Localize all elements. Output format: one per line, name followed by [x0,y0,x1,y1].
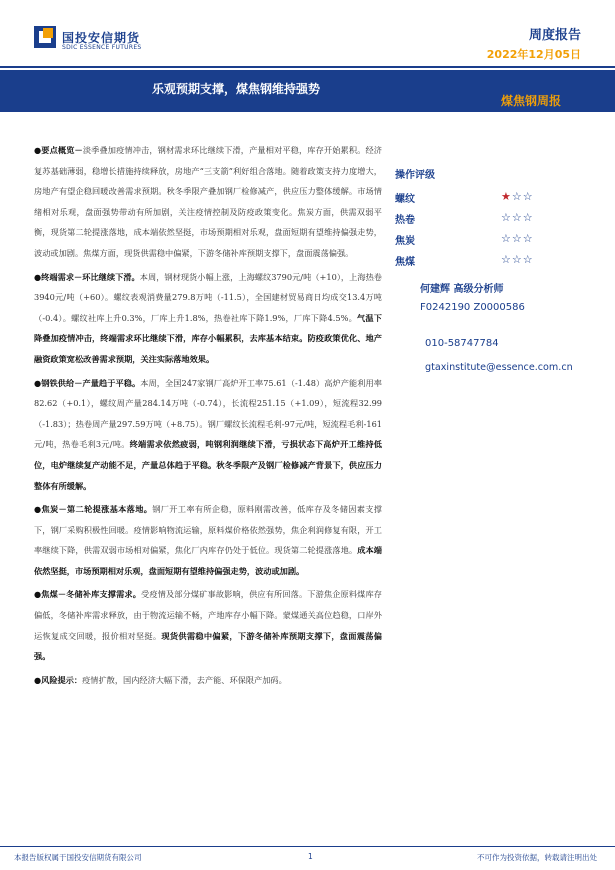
demand-paragraph [34,267,382,370]
coking-coal-paragraph [34,584,382,666]
risk-lead: ●风险提示： [34,674,83,685]
supply-paragraph [34,373,382,497]
brand-name-en: SDIC ESSENCE FUTURES [62,44,142,51]
footer-disclaimer: 不可作为投资依据，转载请注明出处 [477,853,597,862]
supply-lead: ●钢铁供给－产量趋于平稳。 [34,377,141,388]
rating-name: 螺纹 [395,194,415,205]
coke-paragraph [34,499,382,581]
footer-divider [0,846,615,847]
analyst-name: 何建辉 高级分析师 [420,284,504,295]
summary-text: 淡季叠加疫情冲击，钢材需求环比继续下滑，产量相对平稳，库存开始累积。经济复苏基础薄弱，稳增长措施持续释放，房地产“三支箭”利好组合落地。随着政策支持力度增大，房地产有望企稳回暖改善需求预期。秋冬季限产叠加钢厂检修减产，供应压力整体缓解。市场情绪相对乐观，盘面强势带动有所加剧，关注疫情控制及防疫政策变化。焦炭方面，供需双弱平衡，现货第二轮提涨落地，成本端依然坚挺，市场预期相对乐观，盘面短期有望维持偏强走势，波动或加剧。焦煤方面，现货供需稳中偏紧，下游冬储补库预期支撑下，盘面震荡偏强。 [34,145,382,258]
company-logo [34,26,56,48]
rating-row-coke [395,232,575,247]
star-rating-icon: ☆☆☆ [501,232,534,245]
header-divider [0,66,615,68]
coking-coal-conclusion: 现货供需稳中偏紧，下游冬储补库预期支撑下，盘面震荡偏强。 [34,630,382,662]
report-category: 煤焦钢周报 [500,94,561,108]
supply-text: 本周，全国247家钢厂高炉开工率75.61（-1.48）高炉产能利用率82.62（+0.1），螺纹周产量284.14万吨（-0.74），长流程251.15（+1.09），短流程32.99（-1.83）；热卷周产量297.59万吨（+8.75）。钢厂螺纹长流程毛利-97元/吨，短流程毛利-161元/吨，热卷毛利3元/吨。 [34,377,382,450]
star-rating-icon: ☆☆☆ [501,211,534,224]
report-body [34,140,382,693]
report-type: 周度报告 [528,28,581,43]
report-title: 乐观预期支撑，煤焦钢维持强势 [152,82,321,96]
coking-coal-lead: ●焦煤－冬储补库支撑需求。 [34,589,142,600]
demand-lead: ●终端需求－环比继续下滑。 [34,271,140,282]
analyst-phone: 010-58747784 [425,338,499,349]
rating-row-rebar [395,190,575,205]
star-rating-icon: ★☆☆ [501,190,534,203]
rating-name: 焦煤 [395,257,415,268]
risk-paragraph [34,670,382,691]
rating-title: 操作评级 [395,170,435,181]
footer-copyright: 本报告版权属于国投安信期货有限公司 [14,853,142,862]
coking-coal-text: 受疫情及部分煤矿事故影响，供应有所回落。下游焦企原料煤库存偏低，冬储补库需求释放，由于物流运输不畅，产地库存小幅下降。蒙煤通关高位趋稳，口岸外运恢复成交回暖，报价相对坚挺。 [34,589,382,641]
supply-conclusion: 终端需求依然疲弱，吨钢利润继续下滑，亏损状态下高炉开工维持低位，电炉继续复产动能不足，产量总体趋于平稳。秋冬季限产及钢厂检修减产背景下，供应压力整体有所缓解。 [34,439,382,491]
coke-conclusion: 成本端依然坚挺，市场预期相对乐观，盘面短期有望维持偏强走势，波动或加剧。 [34,545,382,576]
demand-conclusion: 气温下降叠加疫情冲击，终端需求环比继续下滑，库存小幅累积，去库基本结束。防疫政策优化、地产融资政策宽松改善需求预期，关注实际落地效果。 [34,312,382,364]
risk-text: 疫情扩散，国内经济大幅下滑，去产能、环保限产加码。 [82,674,287,685]
rating-name: 热卷 [395,215,415,226]
analyst-codes: F0242190 Z0000586 [420,302,525,313]
rating-row-coking-coal [395,253,575,268]
coke-text: 钢厂开工率有所企稳，原料刚需改善，低库存及冬储因素支撑下，钢厂采购积极性回暖。疫情影响物流运输，原料煤价格依然强势，焦企利润修复有限，开工率继续下降，供需双弱市场相对偏紧，焦化厂内库存仍处于低位。现货第二轮提涨落地。 [34,504,382,556]
coke-lead: ●焦炭－第二轮提涨基本落地。 [34,504,153,515]
rating-row-hot-coil [395,211,575,226]
page-number: 1 [308,852,313,861]
star-rating-icon: ☆☆☆ [501,253,534,266]
analyst-email[interactable]: gtaxinstitute@essence.com.cn [425,362,573,373]
summary-lead: ●要点概览－ [34,145,83,155]
demand-text: 本周，钢材现货小幅上涨，上海螺纹3790元/吨（+10），上海热卷3940元/吨（+60）。螺纹表观消费量279.8万吨（-11.5），全国建材贸易商日均成交13.4万吨（-0.4）。螺纹社库上升0.3%，厂库上升1.8%，热卷社库下降1.9%，厂库下降4.5%。 [34,271,382,323]
brand-name-cn: 国投安信期货 [62,31,141,45]
rating-name: 焦炭 [395,236,415,247]
summary-paragraph [34,140,382,264]
report-date: 2022年12月05日 [486,48,581,61]
